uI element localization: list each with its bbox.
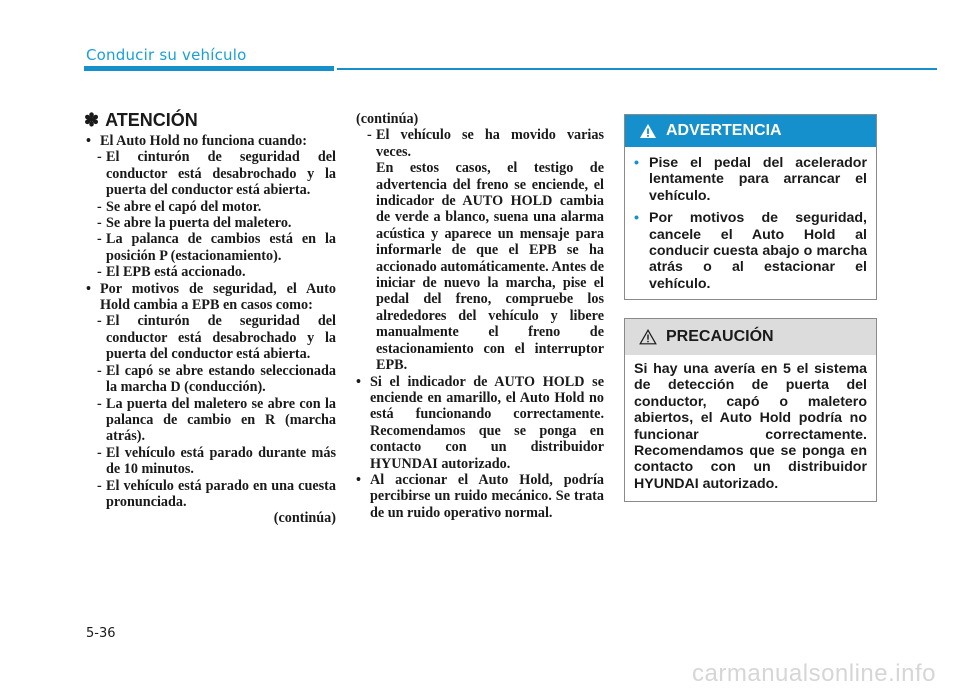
- dash-mark: -: [97, 395, 102, 412]
- paragraph-text: Por motivos de seguridad, el Auto Hold cambia a EPB en casos como:: [100, 280, 336, 314]
- paragraph-text: En estos casos, el testigo de advertencia del freno se enciende, el indicador de AUTO HOLD cambia de verde a blanco, suena una alarma acústica y aparece un mensaje para informarle de que el EPB se ha accionado automáticamente. Antes de iniciar de nuevo la marcha, pise el pedal del freno, compruebe los alrededores del vehículo y libere manualmente el freno de estacionamiento con el interruptor EPB.: [376, 160, 604, 374]
- header-rule-thin: [337, 68, 937, 70]
- bullet-dot-icon: •: [356, 373, 361, 390]
- section-title: Conducir su vehículo: [86, 46, 247, 64]
- watermark: carmanualsonline.info: [692, 660, 936, 687]
- dash-item: [86, 363, 336, 396]
- bullet-dot-icon: •: [634, 155, 639, 171]
- paragraph-text: El capó se abre estando seleccionada la marcha D (conducción).: [106, 362, 336, 396]
- paragraph-text: Se abre la puerta del maletero.: [106, 215, 292, 232]
- warning-item: • Pise el pedal del acelerador lentamente para arrancar el vehículo.: [634, 155, 867, 204]
- paragraph-text: El vehículo está parado durante más de 10 minutos.: [106, 444, 336, 478]
- warning-box-body: [625, 147, 876, 292]
- dash-mark: -: [97, 362, 102, 379]
- paragraph-text: (continúa): [273, 510, 336, 527]
- dash-item: [86, 478, 336, 511]
- dash-mark: -: [367, 127, 372, 144]
- header-rule-thick: [84, 66, 334, 71]
- paragraph-text: El vehículo está parado en una cuesta pronunciada.: [106, 477, 336, 510]
- dash-item: [86, 215, 336, 231]
- dash-item: [86, 231, 336, 264]
- paragraph-text: La puerta del maletero se abre con la palanca de cambio en R (marcha atrás).: [106, 395, 336, 445]
- dash-mark: -: [97, 149, 102, 166]
- dash-item: [86, 445, 336, 478]
- caution-box-header: [625, 319, 876, 355]
- bullet-dot-icon: •: [634, 210, 639, 227]
- dash-item: [86, 313, 336, 362]
- paragraph-text: Si el indicador de AUTO HOLD se enciende en amarillo, el Auto Hold no está funcionando correctamente. Recomendamos que se ponga en contacto con un distribuidor HYUNDAI autorizado.: [370, 373, 604, 472]
- warning-box-title: ADVERTENCIA: [666, 122, 782, 139]
- bullet-item: [356, 472, 604, 521]
- dash-mark: -: [97, 477, 102, 494]
- paragraph-text: Se abre el capó del motor.: [106, 198, 262, 215]
- indented-paragraph: [356, 160, 604, 373]
- dash-item: [86, 199, 336, 215]
- bullet-item: [86, 133, 336, 149]
- attention-middle-column: [356, 111, 604, 521]
- paragraph-text: Al accionar el Auto Hold, podría percibirse un ruido mecánico. Se trata de un ruido operativo normal.: [370, 471, 604, 521]
- caution-box-body: Si hay una avería en 5 el sistema de detección de puerta del conductor, capó o maletero abiertos, el Auto Hold podría no funcionar correctamente. Recomendamos que se ponga en contacto con un distribuidor HYUNDAI autorizado.: [634, 361, 867, 492]
- attention-title: ATENCIÓN: [105, 110, 198, 130]
- dash-mark: -: [97, 313, 102, 330]
- paragraph-text: El cinturón de seguridad del conductor está desabrochado y la puerta del conductor está abierta.: [106, 313, 336, 363]
- dash-mark: -: [97, 264, 102, 281]
- paragraph-text: La palanca de cambios está en la posición P (estacionamiento).: [106, 231, 336, 264]
- continued-note: [86, 510, 336, 526]
- dash-item: [86, 149, 336, 198]
- bullet-dot-icon: •: [86, 280, 91, 297]
- caution-box: [624, 318, 877, 502]
- warning-triangle-icon: [639, 123, 657, 139]
- attention-heading: [84, 110, 198, 131]
- caution-box-title: PRECAUCIÓN: [666, 328, 774, 345]
- bullet-item: [356, 374, 604, 472]
- attention-left-column: [86, 133, 336, 527]
- dash-mark: -: [97, 198, 102, 215]
- continued-note: [356, 111, 604, 127]
- warning-box: [624, 114, 877, 300]
- dash-mark: -: [97, 444, 102, 461]
- dash-item: [86, 264, 336, 280]
- dash-item: [86, 396, 336, 445]
- dash-mark: -: [97, 215, 102, 232]
- caution-triangle-icon: [639, 329, 657, 345]
- bullet-dot-icon: •: [86, 133, 91, 149]
- warning-item: • Por motivos de seguridad, cancele el Auto Hold al conducir cuesta abajo o marcha atrás o al estacionar el vehículo.: [634, 210, 867, 292]
- bullet-item: [86, 281, 336, 314]
- warning-box-header: [625, 115, 876, 147]
- page-number: 5-36: [86, 626, 116, 641]
- paragraph-text: El Auto Hold no funciona cuando:: [100, 133, 307, 149]
- paragraph-text: (continúa): [356, 111, 419, 127]
- paragraph-text: El cinturón de seguridad del conductor está desabrochado y la puerta del conductor está abierta.: [106, 149, 336, 199]
- dash-item: [356, 127, 604, 160]
- paragraph-text: El vehículo se ha movido varias veces.: [376, 127, 604, 160]
- bullet-dot-icon: •: [356, 471, 361, 488]
- paragraph-text: El EPB está accionado.: [106, 264, 246, 281]
- attention-star-icon: ✽: [84, 110, 100, 130]
- dash-mark: -: [97, 231, 102, 248]
